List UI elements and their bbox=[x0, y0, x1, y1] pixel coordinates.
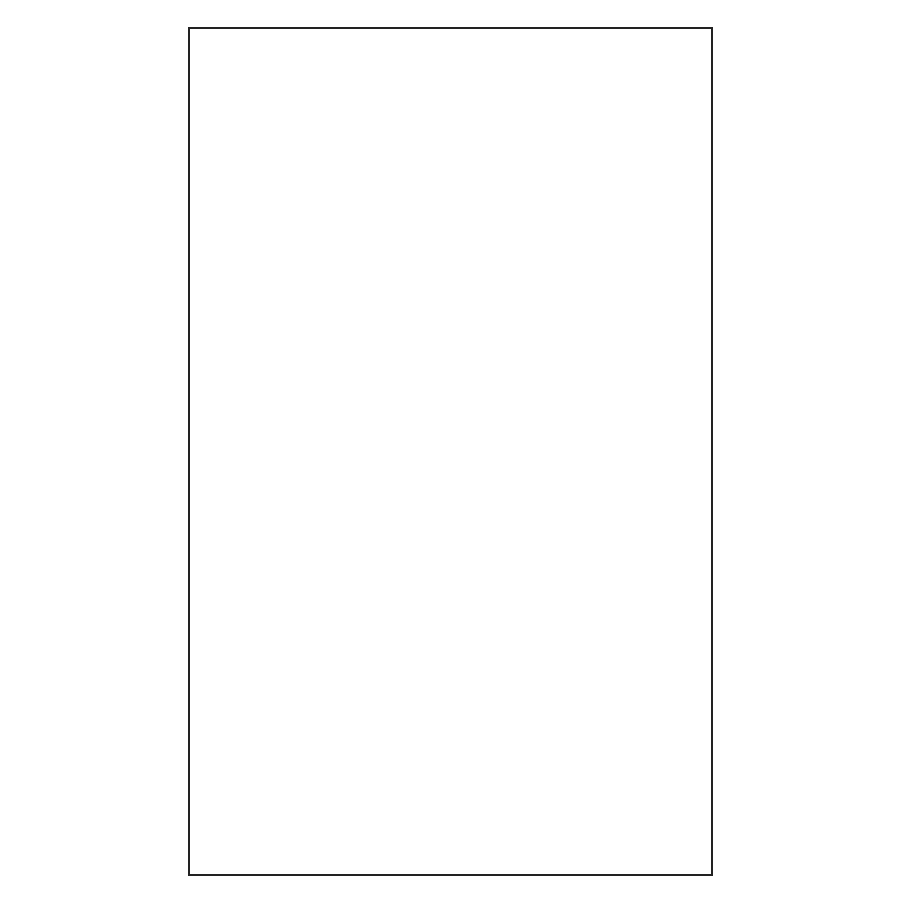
size-chart-table bbox=[188, 27, 713, 876]
